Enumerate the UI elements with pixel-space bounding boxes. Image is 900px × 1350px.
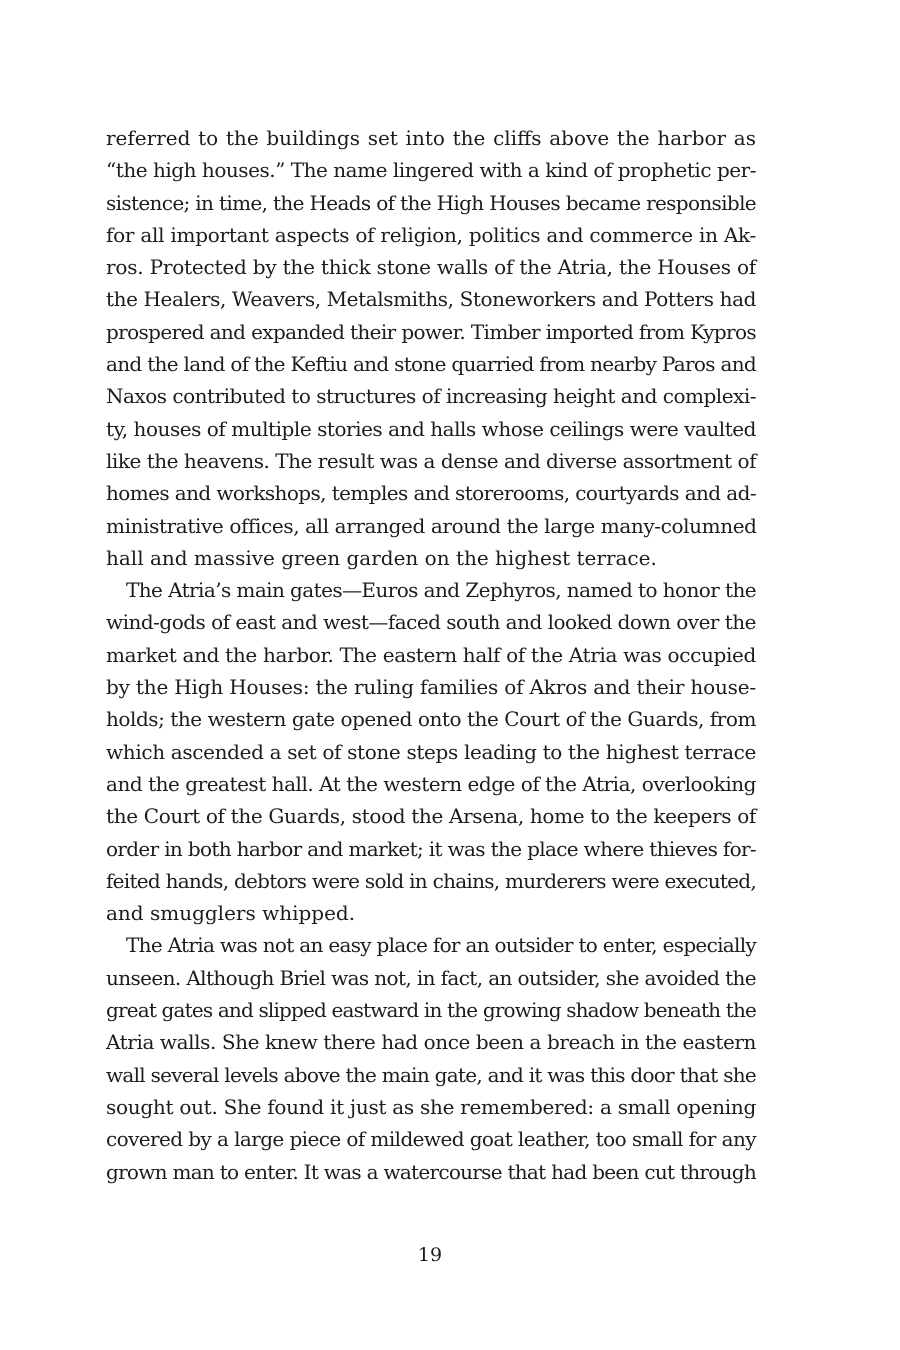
- text-line: grown man to enter. It was a watercourse that had been cut through: [106, 1159, 757, 1184]
- text-line: referred to the buildings set into the cliffs above the harbor as: [106, 126, 756, 150]
- text-line: Naxos contributed to structures of increasing height and complexi-: [106, 384, 756, 409]
- paragraph: [106, 574, 756, 929]
- text-line: feited hands, debtors were sold in chains, murderers were executed,: [106, 868, 756, 893]
- text-line: like the heavens. The result was a dense and diverse assortment of: [106, 448, 756, 473]
- text-line: ty, houses of multiple stories and halls whose ceilings were vaulted: [106, 416, 757, 441]
- text-line: The Atria was not an easy place for an outsider to enter, especially: [126, 933, 757, 958]
- text-line: ministrative offices, all arranged around the large many-columned: [106, 513, 757, 538]
- text-line: ros. Protected by the thick stone walls of the Atria, the Houses of: [106, 255, 756, 280]
- page-number: 19: [417, 1244, 443, 1266]
- text-line: wind-gods of east and west—faced south and looked down over the: [106, 610, 757, 635]
- text-line: and the greatest hall. At the western edge of the Atria, overlooking: [106, 771, 756, 796]
- text-line: unseen. Although Briel was not, in fact, an outsider, she avoided the: [106, 965, 756, 990]
- text-line: homes and workshops, temples and storerooms, courtyards and ad-: [106, 481, 756, 506]
- text-line: by the High Houses: the ruling families of Akros and their house-: [106, 675, 756, 700]
- text-line: the Healers, Weavers, Metalsmiths, Stoneworkers and Potters had: [106, 287, 757, 312]
- text-line: covered by a large piece of mildewed goat leather, too small for any: [106, 1127, 756, 1152]
- text-line: and the land of the Keftiu and stone quarried from nearby Paros and: [106, 352, 756, 377]
- text-line: sought out. She found it just as she remembered: a small opening: [106, 1094, 757, 1119]
- text-line: wall several levels above the main gate, and it was this door that she: [106, 1062, 757, 1087]
- text-line: hall and massive green garden on the highest terrace.: [106, 545, 657, 570]
- text-line: holds; the western gate opened onto the Court of the Guards, from: [106, 707, 757, 732]
- body-text: [106, 122, 756, 1188]
- text-line: order in both harbor and market; it was the place where thieves for-: [106, 836, 757, 861]
- text-line: sistence; in time, the Heads of the High Houses became responsible: [106, 190, 756, 215]
- text-line: and smugglers whipped.: [106, 901, 356, 926]
- text-line: Atria walls. She knew there had once been a breach in the eastern: [106, 1030, 756, 1055]
- text-line: “the high houses.” The name lingered with a kind of prophetic per-: [106, 158, 757, 183]
- text-line: market and the harbor. The eastern half of the Atria was occupied: [106, 642, 757, 667]
- text-line: the Court of the Guards, stood the Arsena, home to the keepers of: [106, 804, 756, 829]
- paragraph: [106, 929, 756, 1187]
- text-line: prospered and expanded their power. Timber imported from Kypros: [106, 319, 756, 344]
- paragraph: [106, 122, 756, 574]
- text-line: The Atria’s main gates—Euros and Zephyros, named to honor the: [126, 578, 757, 603]
- text-line: great gates and slipped eastward in the growing shadow beneath the: [106, 998, 757, 1023]
- text-line: which ascended a set of stone steps leading to the highest terrace: [106, 739, 757, 764]
- text-line: for all important aspects of religion, politics and commerce in Ak-: [106, 222, 757, 247]
